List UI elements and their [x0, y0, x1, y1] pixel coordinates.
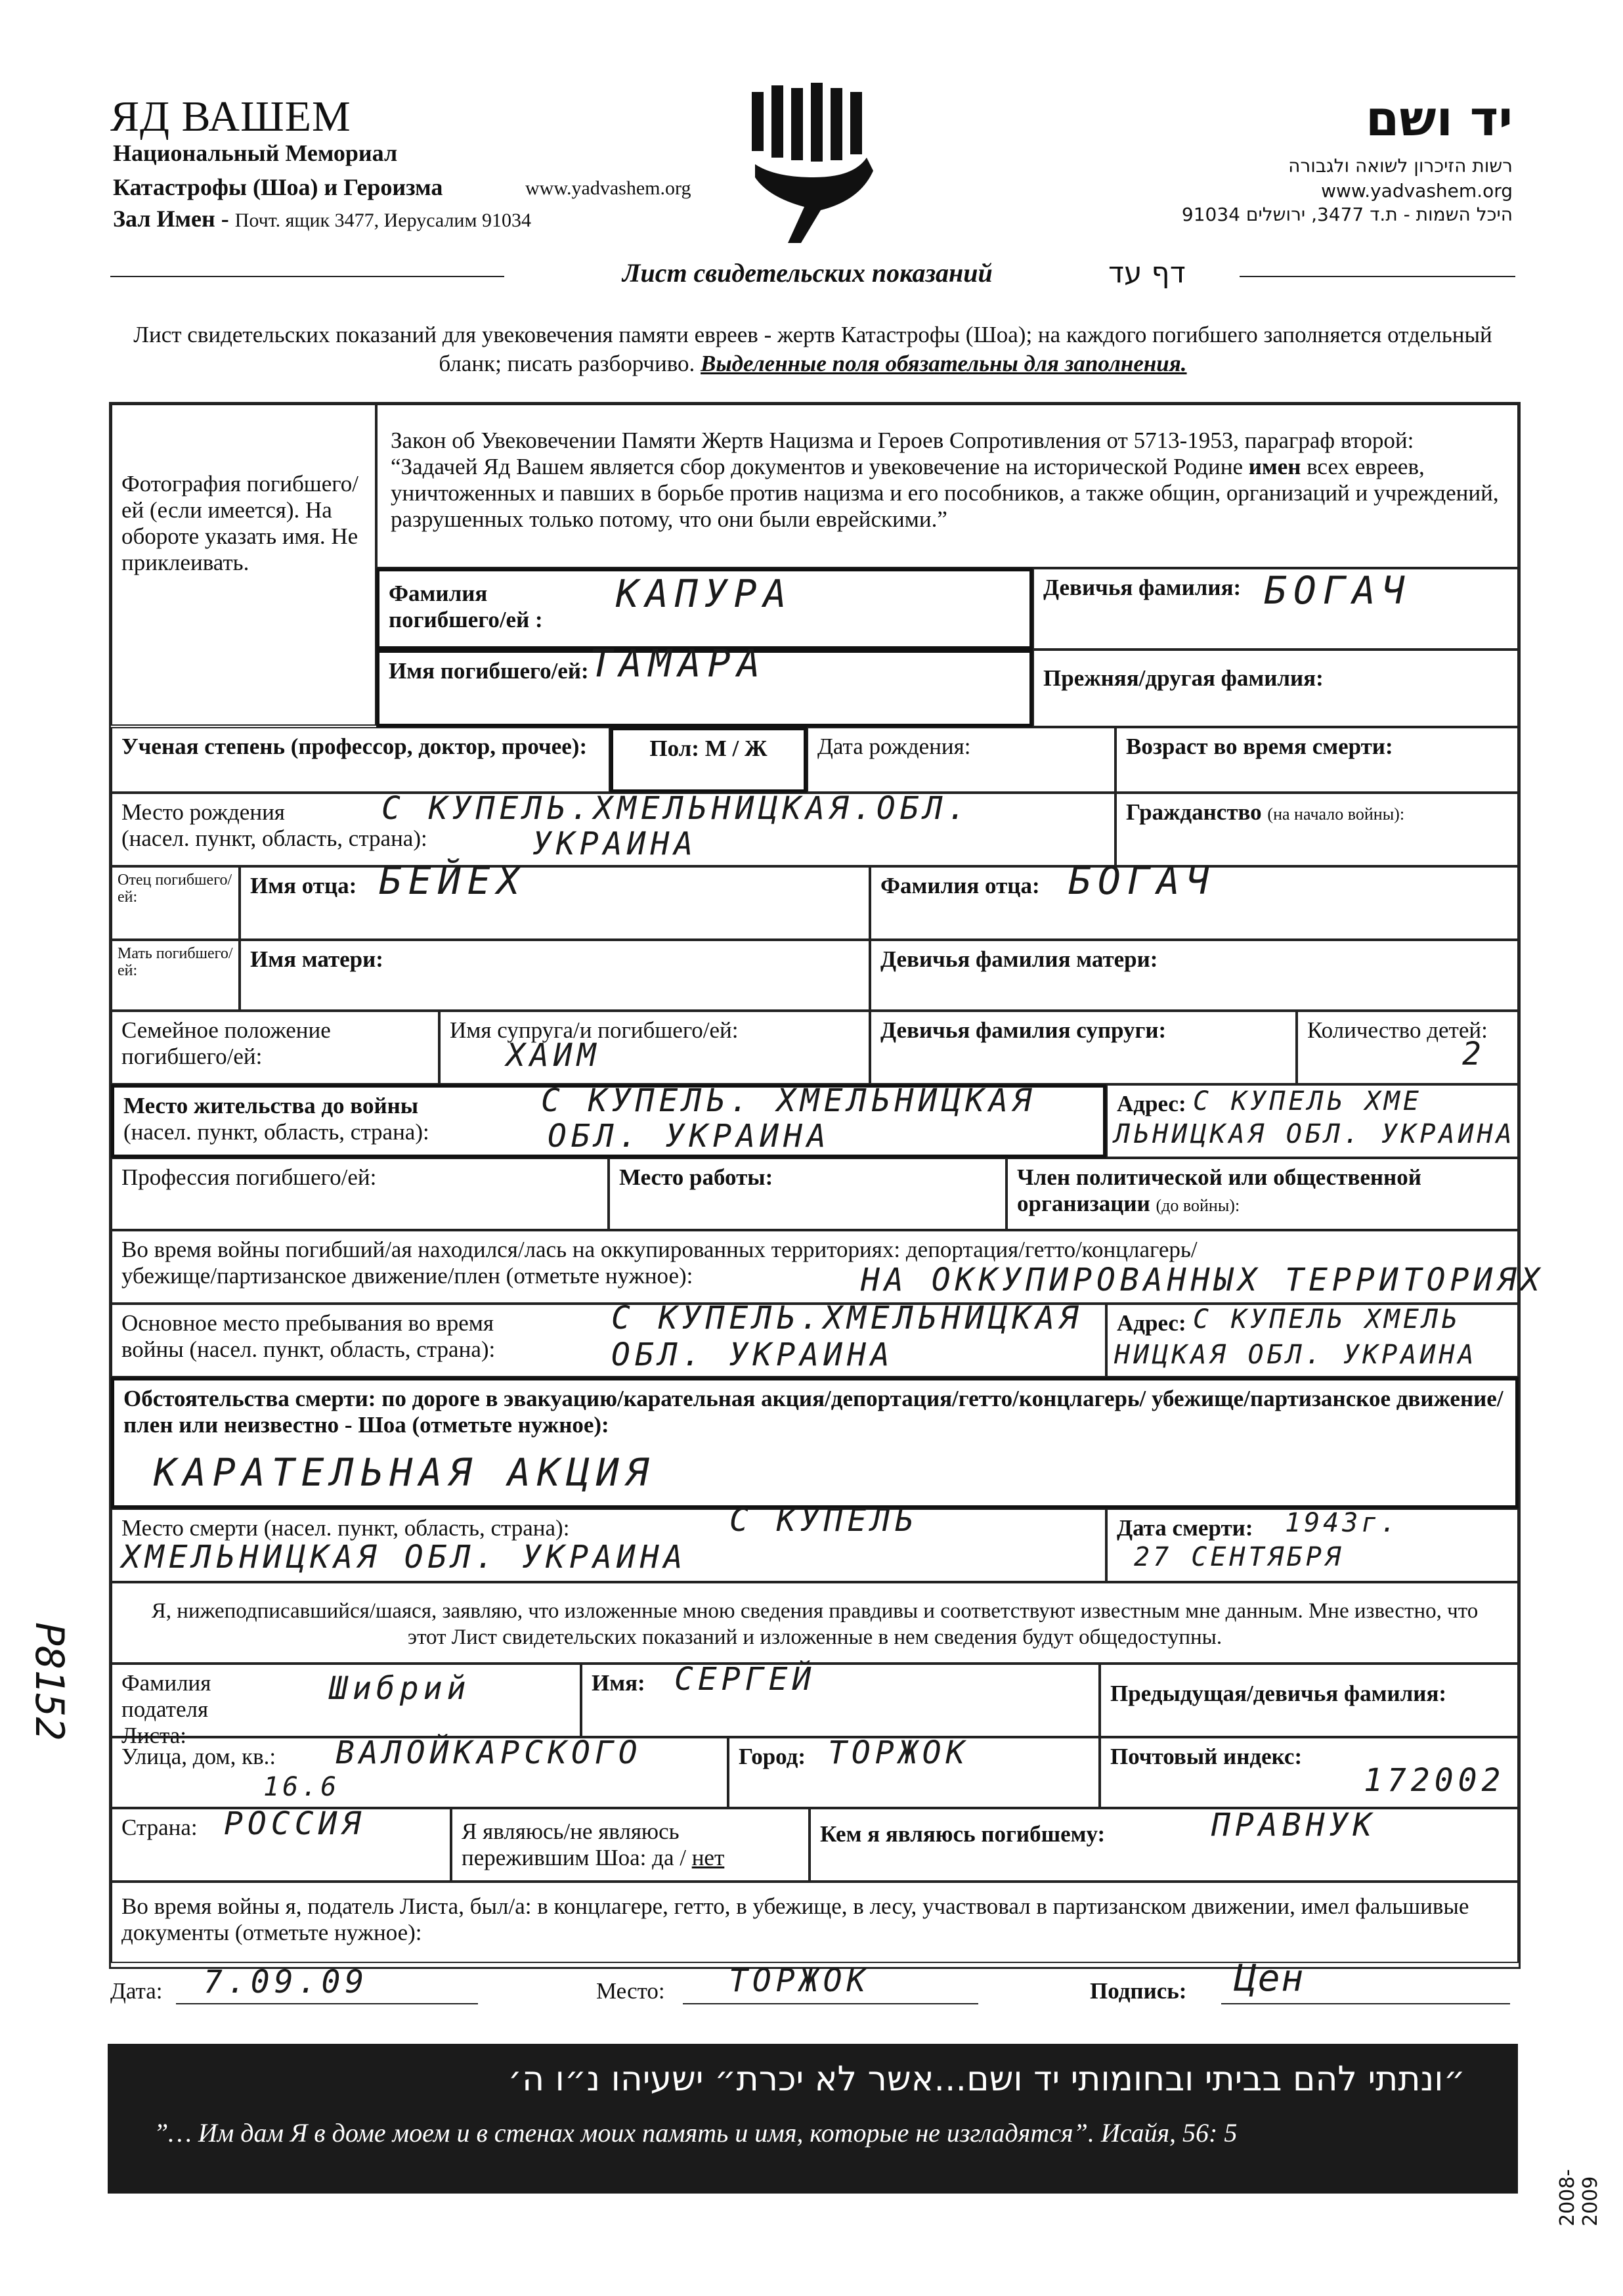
mother-side-label: Мать погибшего/ей:: [111, 940, 240, 1011]
city-value: ТОРЖОК: [828, 1734, 970, 1771]
submitter-name-value: СЕРГЕЙ: [674, 1661, 816, 1698]
marital-status-field[interactable]: Семейное положение погибшего/ей:: [111, 1011, 439, 1084]
wartime-address-value-1: С КУПЕЛЬ ХМЕЛЬ: [1193, 1304, 1461, 1335]
street-field[interactable]: Улица, дом, кв.: ВАЛОЙКАРСКОГО 16.6: [111, 1737, 728, 1808]
children-count-field[interactable]: Количество детей: 2: [1297, 1011, 1519, 1084]
relation-value: ПРАВНУК: [1211, 1807, 1377, 1843]
zip-value: 172002: [1364, 1762, 1505, 1799]
birthplace-field[interactable]: Место рождения (насел. пункт, область, страна): С КУПЕЛЬ.ХМЕЛЬНИЦКАЯ.ОБЛ. УКРАИНА: [111, 793, 1115, 866]
wartime-address-field[interactable]: Адрес: С КУПЕЛЬ ХМЕЛЬ НИЦКАЯ ОБЛ. УКРАИНА: [1106, 1304, 1519, 1377]
org-url-ru: www.yadvashem.org: [525, 177, 691, 199]
death-circumstances-value: КАРАТЕЛЬНАЯ АКЦИЯ: [154, 1450, 655, 1495]
testimony-form: [109, 402, 1545, 1969]
survivor-field[interactable]: Я являюсь/не являюсь пережившим Шоа: да / нет: [451, 1808, 810, 1882]
org-he-line-1: רשות הזיכרון לשואה ולגבורה: [1288, 155, 1513, 177]
submitter-name-field[interactable]: Имя: СЕРГЕЙ: [581, 1664, 1100, 1737]
father-name-value: БЕЙЕХ: [379, 858, 527, 903]
yad-vashem-logo-icon: [748, 79, 880, 250]
mother-name-field[interactable]: Имя матери:: [240, 940, 870, 1011]
membership-field[interactable]: Член политической или общественной организации (до войны):: [1006, 1158, 1519, 1230]
residence-value-2: ОБЛ. УКРАИНА: [548, 1118, 831, 1155]
residence-field[interactable]: Место жительства до войны (насел. пункт, область, страна): С КУПЕЛЬ. ХМЕЛЬНИЦКАЯ ОБЛ. УКРАИНА: [111, 1084, 1106, 1158]
side-year: 2008-2009: [1556, 2169, 1602, 2226]
death-circumstances-field[interactable]: Обстоятельства смерти: по дороге в эвакуацию/карательная акция/депортация/гетто/концлагерь/ убежище/партизанское движение/плен или неизвестно - Шоа (отметьте нужное): КАРАТЕЛЬНАЯ АКЦИЯ: [111, 1377, 1519, 1509]
street-value-1: ВАЛОЙКАРСКОГО: [335, 1734, 642, 1771]
death-date-value-1: 1943г.: [1285, 1508, 1400, 1538]
street-value-2: 16.6: [263, 1772, 340, 1802]
spouse-name-value: ХАИМ: [506, 1037, 601, 1074]
wartime-place-value-2: ОБЛ. УКРАИНА: [611, 1336, 894, 1373]
city-field[interactable]: Город: ТОРЖОК: [728, 1737, 1100, 1808]
sheet-title-he: דף עד: [1108, 256, 1186, 290]
wartime-place-value-1: С КУПЕЛЬ.ХМЕЛЬНИЦКАЯ: [611, 1300, 1083, 1336]
firstname-field[interactable]: Имя погибшего/ей: ТАМАРА: [376, 650, 1033, 727]
firstname-value: ТАМАРА: [590, 641, 767, 686]
law-text: Закон об Увековечении Памяти Жертв Нацизма и Героев Сопротивления от 5713-1953, параграф второй: “Задачей Яд Вашем является сбор документов и увековечение на исторической Родине имен всех евреев, уничтоженных и павших в борьбе против нацизма и его пособников, а также общин, организаций и учреждений, разрушенных только потому, что они были еврейскими.”: [376, 404, 1519, 568]
profession-field[interactable]: Профессия погибшего/ей:: [111, 1158, 609, 1230]
death-place-value-2: ХМЕЛЬНИЦКАЯ ОБЛ. УКРАИНА: [121, 1539, 687, 1576]
side-archive-number: P8152: [26, 1622, 72, 1741]
degree-field[interactable]: Ученая степень (профессор, доктор, прочее):: [111, 727, 610, 793]
survivor-value: нет: [691, 1845, 725, 1870]
death-date-value-2: 27 СЕНТЯБРЯ: [1134, 1542, 1344, 1572]
sheet-title: Лист свидетельских показаний: [622, 258, 993, 288]
birthplace-value-1: С КУПЕЛЬ.ХМЕЛЬНИЦКАЯ.ОБЛ.: [381, 790, 971, 827]
place-label: Место:: [596, 1978, 665, 2004]
date-value[interactable]: 7.09.09: [204, 1964, 369, 2000]
footer-quote-he: ״ונתתי להם בביתי ובחומותי יד ושם...אשר לא יכרת״ ישעיהו נ״ו ה׳: [508, 2060, 1465, 2099]
place-value[interactable]: ТОРЖОК: [729, 1962, 871, 1999]
maiden-name-field[interactable]: Девичья фамилия: БОГАЧ: [1033, 568, 1519, 650]
footer-quote-ru: ”… Им дам Я в доме моем и в стенах моих память и имя, которые не изгладятся”. Исайя, 56: 5: [154, 2118, 1238, 2148]
submitter-surname-value: Шибрий: [329, 1670, 471, 1707]
maiden-name-value: БОГАЧ: [1264, 568, 1412, 613]
wartime-place-field[interactable]: Основное место пребывания во время войны (насел. пункт, область, страна): С КУПЕЛЬ.ХМЕЛЬНИЦКАЯ ОБЛ. УКРАИНА: [111, 1304, 1106, 1377]
surname-value: КАПУРА: [616, 571, 793, 616]
father-surname-field[interactable]: Фамилия отца: БОГАЧ: [870, 866, 1519, 940]
submitter-previous-name-field[interactable]: Предыдущая/девичья фамилия:: [1100, 1664, 1519, 1737]
photo-label: Фотография погибшего/ей (если имеется). На обороте указать имя. Не приклеивать.: [121, 471, 358, 575]
org-he-line-3: היכל השמות - ת.ד 3477, ירושלים 91034: [1181, 204, 1513, 225]
sex-field[interactable]: Пол: М / Ж: [610, 727, 807, 793]
residence-address-value-1: С КУПЕЛЬ ХМЕ: [1193, 1086, 1422, 1116]
intro-emphasis: Выделенные поля обязательны для заполнения.: [701, 351, 1187, 376]
birthdate-field[interactable]: Дата рождения:: [807, 727, 1115, 793]
sheet-title-row: [110, 257, 1515, 290]
submitter-wartime-field[interactable]: Во время войны я, податель Листа, был/а: в концлагере, гетто, в убежище, в лесу, участвовал в партизанском движении, имел фальшивые документы (отметьте нужное):: [111, 1882, 1519, 1963]
spouse-name-field[interactable]: Имя супруга/и погибшего/ей: ХАИМ: [439, 1011, 870, 1084]
death-place-field[interactable]: Место смерти (насел. пункт, область, страна): С КУПЕЛЬ ХМЕЛЬНИЦКАЯ ОБЛ. УКРАИНА: [111, 1509, 1106, 1582]
country-field[interactable]: Страна: РОССИЯ: [111, 1808, 451, 1882]
workplace-field[interactable]: Место работы:: [609, 1158, 1006, 1230]
surname-field[interactable]: Фамилия погибшего/ей : КАПУРА: [376, 568, 1033, 650]
org-url-he: www.yadvashem.org: [1321, 180, 1513, 202]
father-name-field[interactable]: Имя отца: БЕЙЕХ: [240, 866, 870, 940]
org-line-2: Катастрофы (Шоа) и Героизма: [113, 174, 443, 200]
photo-box: [111, 404, 376, 726]
org-line-3: Зал Имен - Почт. ящик 3477, Иерусалим 91034: [113, 206, 531, 232]
father-surname-value: БОГАЧ: [1068, 858, 1216, 903]
zip-field[interactable]: Почтовый индекс: 172002: [1100, 1737, 1519, 1808]
intro-text: Лист свидетельских показаний для увековечения памяти евреев - жертв Катастрофы (Шоа); на каждого погибшего заполняется отдельный бланк; писать разборчиво. Выделенные поля обязательны для заполнения.: [133, 322, 1492, 376]
mother-maiden-field[interactable]: Девичья фамилия матери:: [870, 940, 1519, 1011]
father-side-label: Отец погибшего/ей:: [111, 866, 240, 940]
declaration: Я, нижеподписавшийся/шаяся, заявляю, что изложенные мною сведения правдивы и соответствуют известным мне данным. Мне известно, что этот Лист свидетельских показаний и изложенные в нем сведения будут общедоступны.: [111, 1582, 1519, 1664]
war-status-value: НА ОККУПИРОВАННЫХ ТЕРРИТОРИЯХ: [861, 1262, 1545, 1298]
war-status-field[interactable]: Во время войны погибший/ая находился/лась на оккупированных территориях: депортация/гетто/концлагерь/ убежище/партизанское движение/плен (отметьте нужное): НА ОККУПИРОВАННЫХ ТЕРРИТОРИЯХ: [111, 1230, 1519, 1304]
citizenship-field[interactable]: Гражданство (на начало войны):: [1115, 793, 1519, 866]
relation-field[interactable]: Кем я являюсь погибшему: ПРАВНУК: [810, 1808, 1519, 1882]
birthplace-value-2: УКРАИНА: [532, 826, 698, 862]
death-date-field[interactable]: Дата смерти: 1943г. 27 СЕНТЯБРЯ: [1106, 1509, 1519, 1582]
residence-address-field[interactable]: Адрес: С КУПЕЛЬ ХМЕ ЛЬНИЦКАЯ ОБЛ. УКРАИНА: [1106, 1084, 1519, 1158]
org-title-he: יד ושם: [1365, 91, 1513, 147]
residence-address-value-2: ЛЬНИЦКАЯ ОБЛ. УКРАИНА: [1114, 1119, 1515, 1149]
org-title-ru: ЯД ВАШЕМ: [110, 93, 351, 141]
date-label: Дата:: [110, 1978, 163, 2004]
spouse-maiden-field[interactable]: Девичья фамилия супруги:: [870, 1011, 1297, 1084]
age-field[interactable]: Возраст во время смерти:: [1115, 727, 1519, 793]
org-line-1: Национальный Мемориал: [113, 140, 398, 166]
children-count-value: 2: [1462, 1036, 1486, 1072]
residence-value-1: С КУПЕЛЬ. ХМЕЛЬНИЦКАЯ: [541, 1082, 1036, 1119]
signature-value[interactable]: Цен: [1234, 1957, 1305, 2000]
signature-label: Подпись:: [1090, 1978, 1187, 2004]
submitter-surname-field[interactable]: Фамилия подателя Листа: Шибрий: [111, 1664, 581, 1737]
footer-banner: [108, 2044, 1518, 2194]
death-place-value-1: С КУПЕЛЬ: [729, 1502, 919, 1539]
country-value: РОССИЯ: [224, 1805, 366, 1842]
former-name-field[interactable]: Прежняя/другая фамилия:: [1033, 650, 1519, 727]
wartime-address-value-2: НИЦКАЯ ОБЛ. УКРАИНА: [1114, 1340, 1477, 1370]
